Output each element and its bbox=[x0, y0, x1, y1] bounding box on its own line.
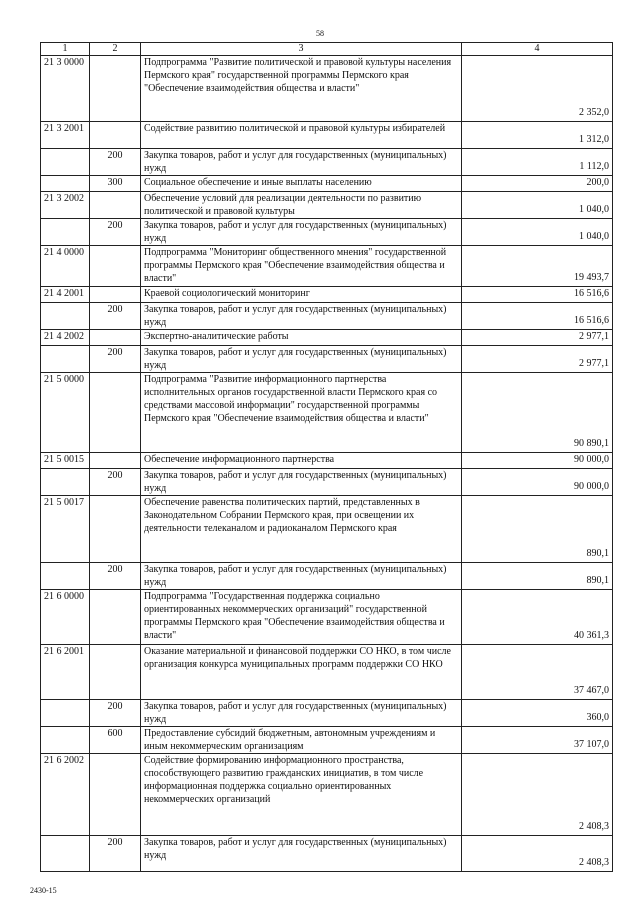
table-row bbox=[41, 590, 613, 645]
row-sum: 16 516,6 bbox=[462, 303, 613, 330]
table-row bbox=[41, 192, 613, 219]
table-row bbox=[41, 453, 613, 469]
row-type bbox=[90, 590, 141, 645]
row-code bbox=[41, 836, 90, 872]
row-type bbox=[90, 246, 141, 287]
row-code bbox=[41, 346, 90, 373]
row-type: 200 bbox=[90, 469, 141, 496]
row-sum: 2 408,3 bbox=[462, 836, 613, 872]
table-row bbox=[41, 176, 613, 192]
row-name: Содействие развитию политической и правовой культуры избирателей bbox=[141, 122, 462, 149]
row-code: 21 3 2001 bbox=[41, 122, 90, 149]
row-sum: 890,1 bbox=[462, 496, 613, 563]
row-name: Оказание материальной и финансовой поддержки СО НКО, в том числе организация конкурса муниципальных программ поддержки СО НКО bbox=[141, 645, 462, 700]
column-header-sum: 4 bbox=[462, 43, 613, 56]
row-type: 200 bbox=[90, 346, 141, 373]
row-name: Обеспечение информационного партнерства bbox=[141, 453, 462, 469]
row-code: 21 5 0017 bbox=[41, 496, 90, 563]
column-header-type: 2 bbox=[90, 43, 141, 56]
row-code bbox=[41, 219, 90, 246]
row-code: 21 6 0000 bbox=[41, 590, 90, 645]
column-header-name: 3 bbox=[141, 43, 462, 56]
row-name: Подпрограмма "Государственная поддержка социально ориентированных некоммерческих организаций" государственной программы Пермского края "Обеспечение взаимодействия общества и власти" bbox=[141, 590, 462, 645]
row-code: 21 4 0000 bbox=[41, 246, 90, 287]
row-name: Содействие формированию информационного пространства, способствующего развитию гражданских инициатив, в том числе информационная поддержка социально ориентированных некоммерческих организаций bbox=[141, 754, 462, 836]
row-name: Закупка товаров, работ и услуг для государственных (муниципальных) нужд bbox=[141, 836, 462, 872]
row-code: 21 3 0000 bbox=[41, 56, 90, 122]
table-row bbox=[41, 246, 613, 287]
row-type: 200 bbox=[90, 836, 141, 872]
row-name: Обеспечение равенства политических партий, представленных в Законодательном Собрании Пермского края, при освещении их деятельности телеканалом и радиоканалом Пермского края bbox=[141, 496, 462, 563]
table-row bbox=[41, 836, 613, 872]
row-code bbox=[41, 727, 90, 754]
row-code: 21 3 2002 bbox=[41, 192, 90, 219]
row-sum: 16 516,6 bbox=[462, 287, 613, 303]
row-code: 21 4 2001 bbox=[41, 287, 90, 303]
row-code bbox=[41, 149, 90, 176]
row-name: Закупка товаров, работ и услуг для государственных (муниципальных) нужд bbox=[141, 346, 462, 373]
table-row bbox=[41, 373, 613, 453]
row-name: Подпрограмма "Развитие политической и правовой культуры населения Пермского края" государственной программы Пермского края "Обеспечение взаимодействия общества и власти" bbox=[141, 56, 462, 122]
table-row bbox=[41, 700, 613, 727]
row-type bbox=[90, 330, 141, 346]
row-type bbox=[90, 496, 141, 563]
row-sum: 200,0 bbox=[462, 176, 613, 192]
row-type bbox=[90, 754, 141, 836]
row-name: Подпрограмма "Развитие информационного партнерства исполнительных органов государственной власти Пермского края со средствами массовой информации" государственной программы Пермского края "Обеспечение взаимодействия общества и власти" bbox=[141, 373, 462, 453]
row-code bbox=[41, 303, 90, 330]
row-sum: 40 361,3 bbox=[462, 590, 613, 645]
row-name: Закупка товаров, работ и услуг для государственных (муниципальных) нужд bbox=[141, 149, 462, 176]
row-sum: 19 493,7 bbox=[462, 246, 613, 287]
row-type: 300 bbox=[90, 176, 141, 192]
row-type bbox=[90, 122, 141, 149]
row-type bbox=[90, 56, 141, 122]
row-name: Закупка товаров, работ и услуг для государственных (муниципальных) нужд bbox=[141, 563, 462, 590]
header-row bbox=[41, 43, 613, 56]
row-sum: 2 977,1 bbox=[462, 346, 613, 373]
row-sum: 1 040,0 bbox=[462, 219, 613, 246]
table-row bbox=[41, 56, 613, 122]
row-name: Закупка товаров, работ и услуг для государственных (муниципальных) нужд bbox=[141, 469, 462, 496]
table-row bbox=[41, 645, 613, 700]
row-code: 21 6 2001 bbox=[41, 645, 90, 700]
table-row bbox=[41, 563, 613, 590]
table-row bbox=[41, 330, 613, 346]
row-type: 200 bbox=[90, 303, 141, 330]
table-row bbox=[41, 122, 613, 149]
row-sum: 2 977,1 bbox=[462, 330, 613, 346]
row-name: Краевой социологический мониторинг bbox=[141, 287, 462, 303]
row-sum: 90 000,0 bbox=[462, 469, 613, 496]
document-code: 2430-15 bbox=[30, 886, 57, 895]
row-name: Закупка товаров, работ и услуг для государственных (муниципальных) нужд bbox=[141, 700, 462, 727]
row-name: Обеспечение условий для реализации деятельности по развитию политической и правовой культуры bbox=[141, 192, 462, 219]
row-type: 200 bbox=[90, 149, 141, 176]
row-code bbox=[41, 176, 90, 192]
row-code: 21 6 2002 bbox=[41, 754, 90, 836]
row-sum: 90 000,0 bbox=[462, 453, 613, 469]
row-sum: 37 467,0 bbox=[462, 645, 613, 700]
row-name: Закупка товаров, работ и услуг для государственных (муниципальных) нужд bbox=[141, 219, 462, 246]
row-type: 200 bbox=[90, 563, 141, 590]
row-sum: 1 040,0 bbox=[462, 192, 613, 219]
row-type bbox=[90, 645, 141, 700]
row-type bbox=[90, 192, 141, 219]
row-sum: 1 112,0 bbox=[462, 149, 613, 176]
table-row bbox=[41, 219, 613, 246]
row-sum: 2 352,0 bbox=[462, 56, 613, 122]
table-row bbox=[41, 727, 613, 754]
row-name: Закупка товаров, работ и услуг для государственных (муниципальных) нужд bbox=[141, 303, 462, 330]
table-row bbox=[41, 469, 613, 496]
row-type: 200 bbox=[90, 700, 141, 727]
row-type bbox=[90, 453, 141, 469]
row-type bbox=[90, 287, 141, 303]
table-row bbox=[41, 346, 613, 373]
row-sum: 1 312,0 bbox=[462, 122, 613, 149]
row-type: 600 bbox=[90, 727, 141, 754]
page-number: 58 bbox=[316, 29, 324, 38]
row-code: 21 5 0000 bbox=[41, 373, 90, 453]
row-sum: 90 890,1 bbox=[462, 373, 613, 453]
table-row bbox=[41, 496, 613, 563]
table-row bbox=[41, 303, 613, 330]
row-name: Экспертно-аналитические работы bbox=[141, 330, 462, 346]
row-code bbox=[41, 469, 90, 496]
row-name: Предоставление субсидий бюджетным, автономным учреждениям и иным некоммерческим организациям bbox=[141, 727, 462, 754]
table-row bbox=[41, 754, 613, 836]
row-sum: 360,0 bbox=[462, 700, 613, 727]
row-type: 200 bbox=[90, 219, 141, 246]
table-row bbox=[41, 149, 613, 176]
row-code: 21 4 2002 bbox=[41, 330, 90, 346]
row-name: Подпрограмма "Мониторинг общественного мнения" государственной программы Пермского края "Обеспечение взаимодействия общества и власти" bbox=[141, 246, 462, 287]
row-sum: 890,1 bbox=[462, 563, 613, 590]
budget-table bbox=[40, 42, 613, 872]
row-code bbox=[41, 563, 90, 590]
row-name: Социальное обеспечение и иные выплаты населению bbox=[141, 176, 462, 192]
row-type bbox=[90, 373, 141, 453]
row-code: 21 5 0015 bbox=[41, 453, 90, 469]
row-sum: 37 107,0 bbox=[462, 727, 613, 754]
table-row bbox=[41, 287, 613, 303]
row-sum: 2 408,3 bbox=[462, 754, 613, 836]
column-header-code: 1 bbox=[41, 43, 90, 56]
row-code bbox=[41, 700, 90, 727]
